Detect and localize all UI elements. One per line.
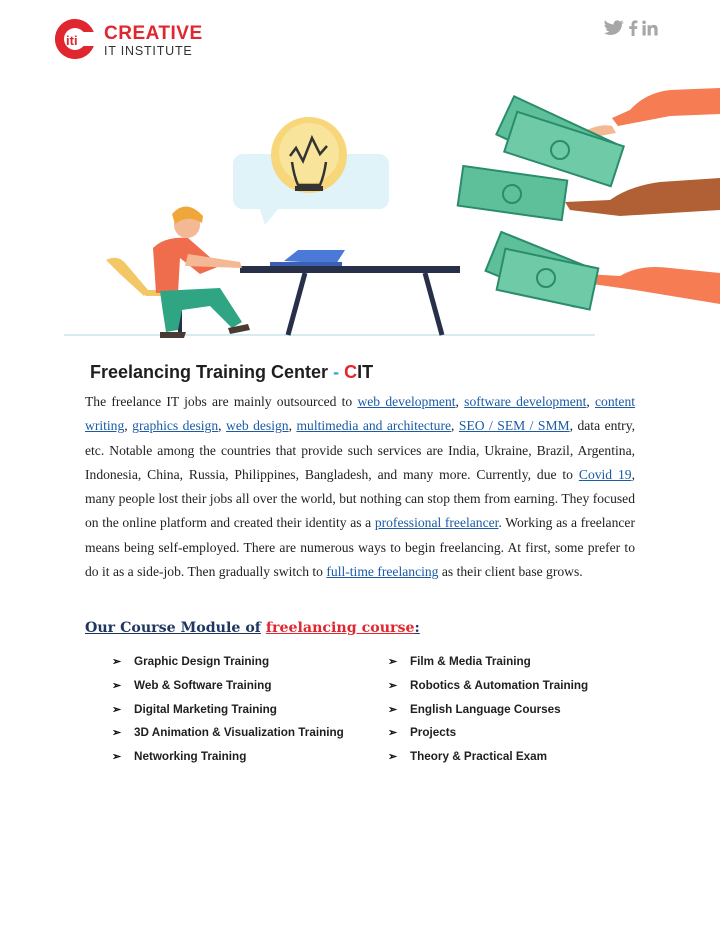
course-item [112,745,344,769]
course-item-label: Graphic Design Training [134,655,270,669]
arrow-bullet-icon: ➢ [112,751,122,764]
social-links [604,20,658,36]
arrow-bullet-icon: ➢ [112,680,122,693]
course-item [112,650,344,674]
arrow-bullet-icon: ➢ [388,656,398,669]
facebook-icon[interactable] [628,20,638,36]
paragraph-link[interactable]: content writing [85,394,636,434]
paragraph-link[interactable]: graphics design [132,418,219,434]
course-item [388,650,588,674]
paragraph-link[interactable]: full-time freelancing [326,564,439,580]
page-header [0,0,720,70]
paragraph-text: , [218,418,226,434]
course-item [112,721,344,745]
title-it: IT [357,362,374,382]
intro-paragraph [85,390,635,584]
paragraph-text: , [586,394,596,409]
paragraph-text: as their client base grows. [438,564,583,580]
arrow-bullet-icon: ➢ [388,751,398,764]
title-c: C [344,362,358,382]
twitter-icon[interactable] [604,20,624,36]
paragraph-text: , [124,418,133,434]
paragraph-text: , [455,394,465,409]
paragraph-link[interactable]: multimedia and architecture [296,418,452,434]
course-item [388,745,588,769]
course-title-prefix: Our Course Module of [85,620,261,636]
paragraph-text: , many people lost their jobs all over the world, but nothing can stop them from earning. They focused on the online platform and created their identity as a [85,466,635,531]
paragraph-link[interactable]: web design [226,418,289,434]
title-dash: - [333,362,340,382]
arrow-bullet-icon: ➢ [388,680,398,693]
laptop [270,250,345,266]
course-item [388,697,588,721]
course-item [388,674,588,698]
course-item-label: Networking Training [134,750,247,764]
paragraph-text: , [288,418,297,434]
course-title-suffix: : [414,620,420,636]
course-item-label: Web & Software Training [134,679,272,693]
linkedin-icon[interactable] [642,20,658,36]
paragraph-link[interactable]: Covid 19 [578,466,632,482]
page-title [90,362,373,383]
course-item-label: Robotics & Automation Training [410,679,589,693]
paragraph-link[interactable]: software development [464,394,587,409]
logo-mark-icon [52,16,98,62]
course-list-right [388,650,588,768]
course-item-label: English Language Courses [410,702,561,716]
logo-mark-text: iti [66,33,78,48]
arrow-bullet-icon: ➢ [112,727,122,740]
money-hand-top [496,88,720,186]
course-item [112,674,344,698]
logo-title: CREATIVE [104,23,203,44]
paragraph-link[interactable]: web development [357,394,456,409]
money-hand-bottom [486,232,720,310]
paragraph-text: , [451,418,459,434]
course-item [112,697,344,721]
course-module-heading [85,620,420,636]
desk [240,266,460,335]
paragraph-text: . Working as a freelancer means being self-employed. There are numerous ways to begin freelancing. At first, some prefer to do it as a side-job. Then gradually switch to [85,515,635,580]
paragraph-text: The freelance IT jobs are mainly outsourced to [85,394,358,409]
title-text: Freelancing Training Center [90,362,329,382]
creative-it-logo[interactable] [52,16,202,64]
course-item-label: Digital Marketing Training [134,702,277,716]
course-item [388,721,588,745]
course-list-left [112,650,344,768]
course-item-label: Theory & Practical Exam [410,750,548,764]
hero-illustration [60,78,720,348]
course-item-label: Projects [410,726,457,740]
paragraph-link[interactable]: professional freelancer [374,515,499,531]
arrow-bullet-icon: ➢ [388,703,398,716]
arrow-bullet-icon: ➢ [112,703,122,716]
course-title-highlight[interactable]: freelancing course [265,620,415,636]
paragraph-link[interactable]: SEO / SEM / SMM [458,418,570,434]
person [153,206,250,338]
logo-subtitle: IT INSTITUTE [104,44,193,58]
arrow-bullet-icon: ➢ [388,727,398,740]
idea-bubble [233,117,389,225]
arrow-bullet-icon: ➢ [112,656,122,669]
course-item-label: Film & Media Training [410,655,531,669]
paragraph-text: , data entry, etc. Notable among the countries that provide such services are India, Ukraine, Brazil, Argentina, Indonesia, China, Russia, Philippines, Bangladesh, and many more. Currently, due to [85,418,636,482]
course-item-label: 3D Animation & Visualization Training [134,726,344,740]
